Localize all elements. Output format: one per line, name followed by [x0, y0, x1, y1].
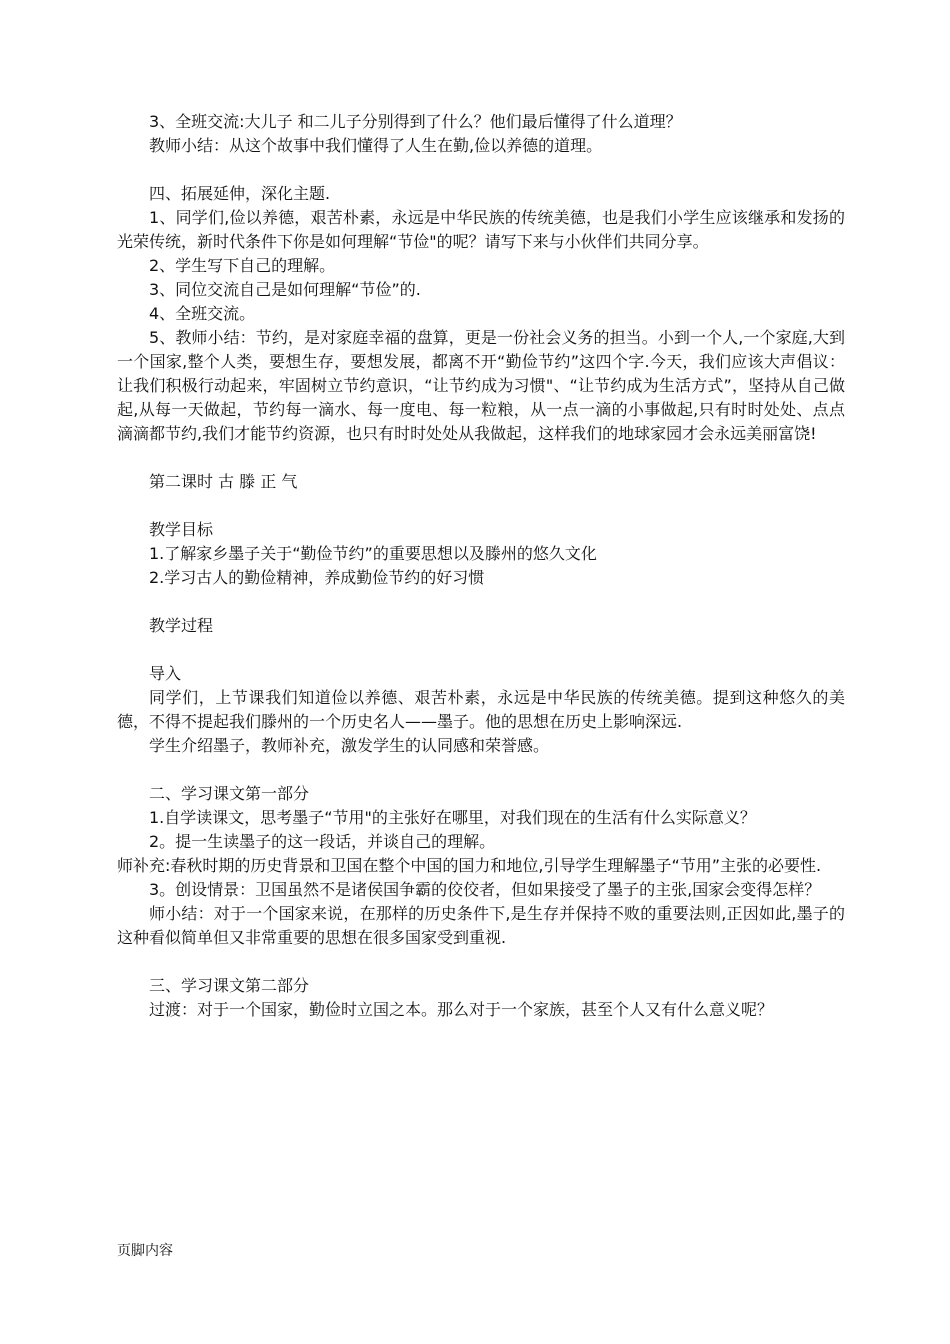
section-heading: 教学过程	[149, 616, 214, 635]
section-heading: 教学目标	[149, 520, 214, 539]
paragraph: 过渡：对于一个国家，勤俭时立国之本。那么对于一个家族，甚至个人又有什么意义呢？	[149, 1000, 774, 1019]
document-body	[117, 110, 845, 1022]
paragraph: 2.学习古人的勤俭精神，养成勤俭节约的好习惯	[149, 568, 485, 587]
section-heading: 二、学习课文第一部分	[149, 784, 310, 803]
paragraph: 师补充:春秋时期的历史背景和卫国在整个中国的国力和地位,引导学生理解墨子“节用”主张的必要性.	[117, 856, 822, 875]
paragraph: 1.了解家乡墨子关于“勤俭节约”的重要思想以及滕州的悠久文化	[149, 544, 597, 563]
paragraph: 3。创设情景：卫国虽然不是诸侯国争霸的佼佼者，但如果接受了墨子的主张,国家会变得怎样？	[149, 880, 821, 899]
paragraph: 教师小结：从这个故事中我们懂得了人生在勤,俭以养德的道理。	[149, 136, 603, 155]
paragraph: 2、学生写下自己的理解。	[149, 256, 336, 275]
paragraph: 1、同学们,俭以养德，艰苦朴素，永远是中华民族的传统美德，也是我们小学生应该继承和发扬的光荣传统，新时代条件下你是如何理解“节俭"的呢？请写下来与小伙伴们共同分享。	[117, 208, 845, 251]
paragraph: 5、教师小结：节约，是对家庭幸福的盘算，更是一份社会义务的担当。小到一个人,一个家庭,大到一个国家,整个人类，要想生存，要想发展，都离不开“勤俭节约”这四个字.今天，我们应该大声倡议：让我们积极行动起来，牢固树立节约意识，“让节约成为习惯"、“让节约成为生活方式”，坚持从自己做起,从每一天做起，节约每一滴水、每一度电、每一粒粮，从一点一滴的小事做起,只有时时处处、点点滴滴都节约,我们才能节约资源，也只有时时处处从我做起，这样我们的地球家园才会永远美丽富饶!	[117, 328, 845, 443]
paragraph: 学生介绍墨子，教师补充，激发学生的认同感和荣誉感。	[149, 736, 550, 755]
paragraph: 2。提一生读墨子的这一段话，并谈自己的理解。	[149, 832, 496, 851]
paragraph: 1.自学读课文，思考墨子“节用"的主张好在哪里，对我们现在的生活有什么实际意义？	[149, 808, 756, 827]
section-heading: 三、学习课文第二部分	[149, 976, 310, 995]
page-footer: 页脚内容	[117, 1243, 173, 1259]
section-heading: 导入	[149, 664, 182, 683]
paragraph: 同学们，上节课我们知道俭以养德、艰苦朴素，永远是中华民族的传统美德。提到这种悠久的美德，不得不提起我们滕州的一个历史名人——墨子。他的思想在历史上影响深远.	[117, 688, 845, 731]
paragraph: 3、同位交流自己是如何理解“节俭”的.	[149, 280, 421, 299]
paragraph: 4、全班交流。	[149, 304, 256, 323]
paragraph: 师小结：对于一个国家来说，在那样的历史条件下,是生存并保持不败的重要法则,正因如此,墨子的这种看似简单但又非常重要的思想在很多国家受到重视.	[117, 904, 845, 947]
lesson-title: 第二课时 古 滕 正 气	[149, 472, 298, 491]
section-heading: 四、拓展延伸，深化主题.	[149, 184, 331, 203]
paragraph: 3、全班交流:大儿子 和二儿子分别得到了什么？他们最后懂得了什么道理？	[149, 112, 682, 131]
